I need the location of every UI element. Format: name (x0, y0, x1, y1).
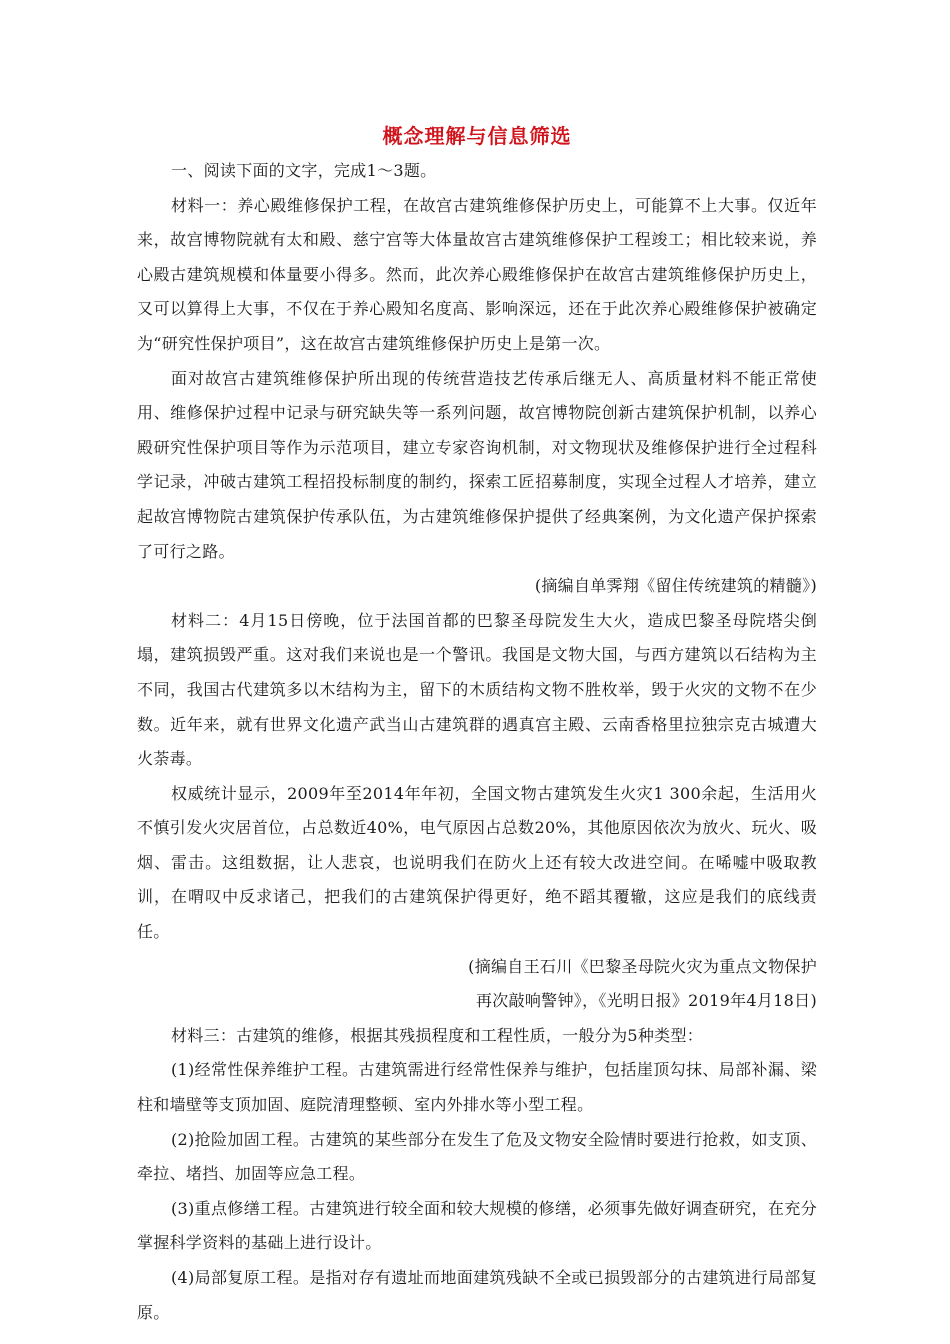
material3-item-2: (2)抢险加固工程。古建筑的某些部分在发生了危及文物安全险情时要进行抢救，如支顶、牵拉、堵挡、加固等应急工程。 (137, 1129, 817, 1184)
material2-paragraph1: 材料二：4月15日傍晚，位于法国首都的巴黎圣母院发生大火，造成巴黎圣母院塔尖倒塌，建筑损毁严重。这对我们来说也是一个警讯。我国是文物大国，与西方建筑以石结构为主不同，我国古代建筑多以木结构为主，留下的木质结构文物不胜枚举，毁于火灾的文物不在少数。近年来，就有世界文化遗产武当山古建筑群的遇真宫主殿、云南香格里拉独宗克古城遭大火荼毒。 (137, 610, 817, 769)
material1-source: (摘编自单霁翔《留住传统建筑的精髓》) (534, 576, 817, 596)
material3-item-4: (4)局部复原工程。是指对存有遗址而地面建筑残缺不全或已损毁部分的古建筑进行局部复原。 (137, 1268, 817, 1322)
material2-paragraph2: 权威统计显示，2009年至2014年年初，全国文物古建筑发生火灾1 300余起，生活用火不慎引发火灾居首位，占总数近40%，电气原因占总数20%，其他原因依次为放火、玩火、吸烟、雷击。这组数据，让人悲哀，也说明我们在防火上还有较大改进空间。在唏嘘中吸取教训，在喟叹中反求诸己，把我们的古建筑保护得更好，绝不蹈其覆辙，这应是我们的底线责任。 (137, 783, 817, 942)
material1-paragraph1: 材料一：养心殿维修保护工程，在故宫古建筑维修保护历史上，可能算不上大事。仅近年来，故宫博物院就有太和殿、慈宁宫等大体量故宫古建筑维修保护工程竣工；相比较来说，养心殿古建筑规模和体量要小得多。然而，此次养心殿维修保护在故宫古建筑维修保护历史上，又可以算得上大事，不仅在于养心殿知名度高、影响深远，还在于此次养心殿维修保护被确定为“研究性保护项目”，这在故宫古建筑维修保护历史上是第一次。 (137, 195, 817, 353)
question-instruction: 一、阅读下面的文字，完成1～3题。 (171, 161, 437, 180)
material3-intro: 材料三：古建筑的维修，根据其残损程度和工程性质，一般分为5种类型： (171, 1025, 704, 1045)
material3-item-3: (3)重点修缮工程。古建筑进行较全面和较大规模的修缮，必须事先做好调查研究，在充分掌握科学资料的基础上进行设计。 (137, 1198, 817, 1253)
document-page (137, 118, 817, 1330)
material3-item-1: (1)经常性保养维护工程。古建筑需进行经常性保养与维护，包括崖顶勾抹、局部补漏、梁柱和墙壁等支顶加固、庭院清理整顿、室内外排水等小型工程。 (137, 1060, 817, 1115)
page-title: 概念理解与信息筛选 (382, 124, 572, 148)
material2-source-line2: 再次敲响警钟》，《光明日报》2019年4月18日) (475, 991, 817, 1011)
material1-paragraph2: 面对故宫古建筑维修保护所出现的传统营造技艺传承后继无人、高质量材料不能正常使用、维修保护过程中记录与研究缺失等一系列问题，故宫博物院创新古建筑保护机制，以养心殿研究性保护项目等作为示范项目，建立专家咨询机制，对文物现状及维修保护进行全过程科学记录，冲破古建筑工程招投标制度的制约，探索工匠招募制度，实现全过程人才培养，建立起故宫博物院古建筑保护传承队伍，为古建筑维修保护提供了经典案例，为文化遗产保护探索了可行之路。 (137, 368, 817, 561)
material2-source-line1: (摘编自王石川《巴黎圣母院火灾为重点文物保护 (468, 956, 817, 976)
